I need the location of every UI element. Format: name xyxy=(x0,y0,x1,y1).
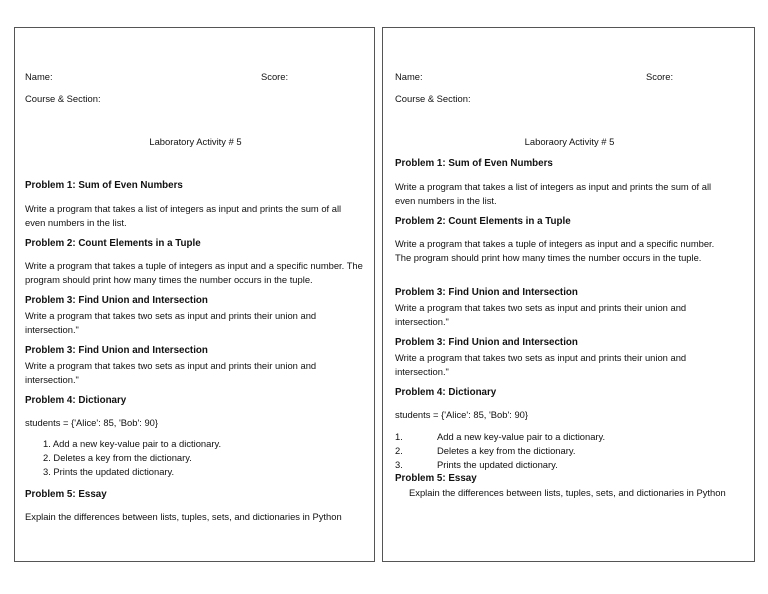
problem-2-text: Write a program that takes a tuple of integers as input and a specific number. The program should print how many times the number occurs in the tuple. xyxy=(25,260,363,285)
course-section-label: Course & Section: xyxy=(25,93,101,104)
problem-2-heading: Problem 2: Count Elements in a Tuple xyxy=(25,238,201,249)
problem-3-duplicate-heading: Problem 3: Find Union and Intersection xyxy=(25,345,208,356)
problem-1-heading: Problem 1: Sum of Even Numbers xyxy=(25,180,183,191)
problem-4-list xyxy=(43,437,221,479)
problem-4-heading: Problem 4: Dictionary xyxy=(25,395,127,406)
list-item-number: 1. xyxy=(395,431,403,442)
problem-1-text: Write a program that takes a list of integers as input and prints the sum of all even numbers in the list. xyxy=(395,181,712,206)
problem-5-heading: Problem 5: Essay xyxy=(25,489,107,500)
problem-2-text: Write a program that takes a tuple of integers as input and a specific number. The program should print how many times the number occurs in the tuple. xyxy=(395,238,715,263)
problem-5-text: Explain the differences between lists, tuples, sets, and dictionaries in Python xyxy=(409,487,726,498)
problem-5-text: Explain the differences between lists, tuples, sets, and dictionaries in Python xyxy=(25,511,342,522)
problem-1-heading: Problem 1: Sum of Even Numbers xyxy=(395,158,553,169)
problem-4-heading: Problem 4: Dictionary xyxy=(395,387,497,398)
list-item-text: Add a new key-value pair to a dictionary. xyxy=(437,431,606,442)
problem-5-heading: Problem 5: Essay xyxy=(395,473,477,484)
problem-3-heading: Problem 3: Find Union and Intersection xyxy=(395,287,578,298)
list-item xyxy=(395,458,605,472)
score-label: Score: xyxy=(261,71,289,82)
name-label: Name: xyxy=(395,71,423,82)
worksheet-page-right xyxy=(382,27,755,562)
problem-1-text: Write a program that takes a list of integers as input and prints the sum of all even numbers in the list. xyxy=(25,203,342,228)
list-item xyxy=(395,444,605,458)
problem-3-duplicate-text: Write a program that takes two sets as input and prints their union and intersection." xyxy=(25,360,317,385)
list-item: 2. Deletes a key from the dictionary. xyxy=(43,452,192,463)
list-item-number: 3. xyxy=(395,459,403,470)
score-label: Score: xyxy=(646,71,674,82)
list-item: 3. Prints the updated dictionary. xyxy=(43,466,175,477)
activity-title: Laboraory Activity # 5 xyxy=(524,136,615,147)
list-item: 1. Add a new key-value pair to a dictionary. xyxy=(43,438,222,449)
list-item xyxy=(395,430,605,444)
activity-title: Laboratory Activity # 5 xyxy=(149,136,242,147)
course-section-label: Course & Section: xyxy=(395,93,471,104)
problem-3-duplicate-heading: Problem 3: Find Union and Intersection xyxy=(395,337,578,348)
worksheet-page-left xyxy=(14,27,375,562)
problem-3-heading: Problem 3: Find Union and Intersection xyxy=(25,295,208,306)
problem-3-duplicate-text: Write a program that takes two sets as input and prints their union and intersection." xyxy=(395,352,687,377)
problem-2-heading: Problem 2: Count Elements in a Tuple xyxy=(395,216,571,227)
name-label: Name: xyxy=(25,71,53,82)
problem-4-code: students = {'Alice': 85, 'Bob': 90} xyxy=(25,417,159,428)
problem-4-list xyxy=(395,430,605,472)
list-item-number: 2. xyxy=(395,445,403,456)
list-item-text: Deletes a key from the dictionary. xyxy=(437,445,576,456)
list-item-text: Prints the updated dictionary. xyxy=(437,459,558,470)
problem-3-text: Write a program that takes two sets as input and prints their union and intersection." xyxy=(25,310,317,335)
problem-3-text: Write a program that takes two sets as input and prints their union and intersection." xyxy=(395,302,687,327)
problem-4-code: students = {'Alice': 85, 'Bob': 90} xyxy=(395,409,529,420)
